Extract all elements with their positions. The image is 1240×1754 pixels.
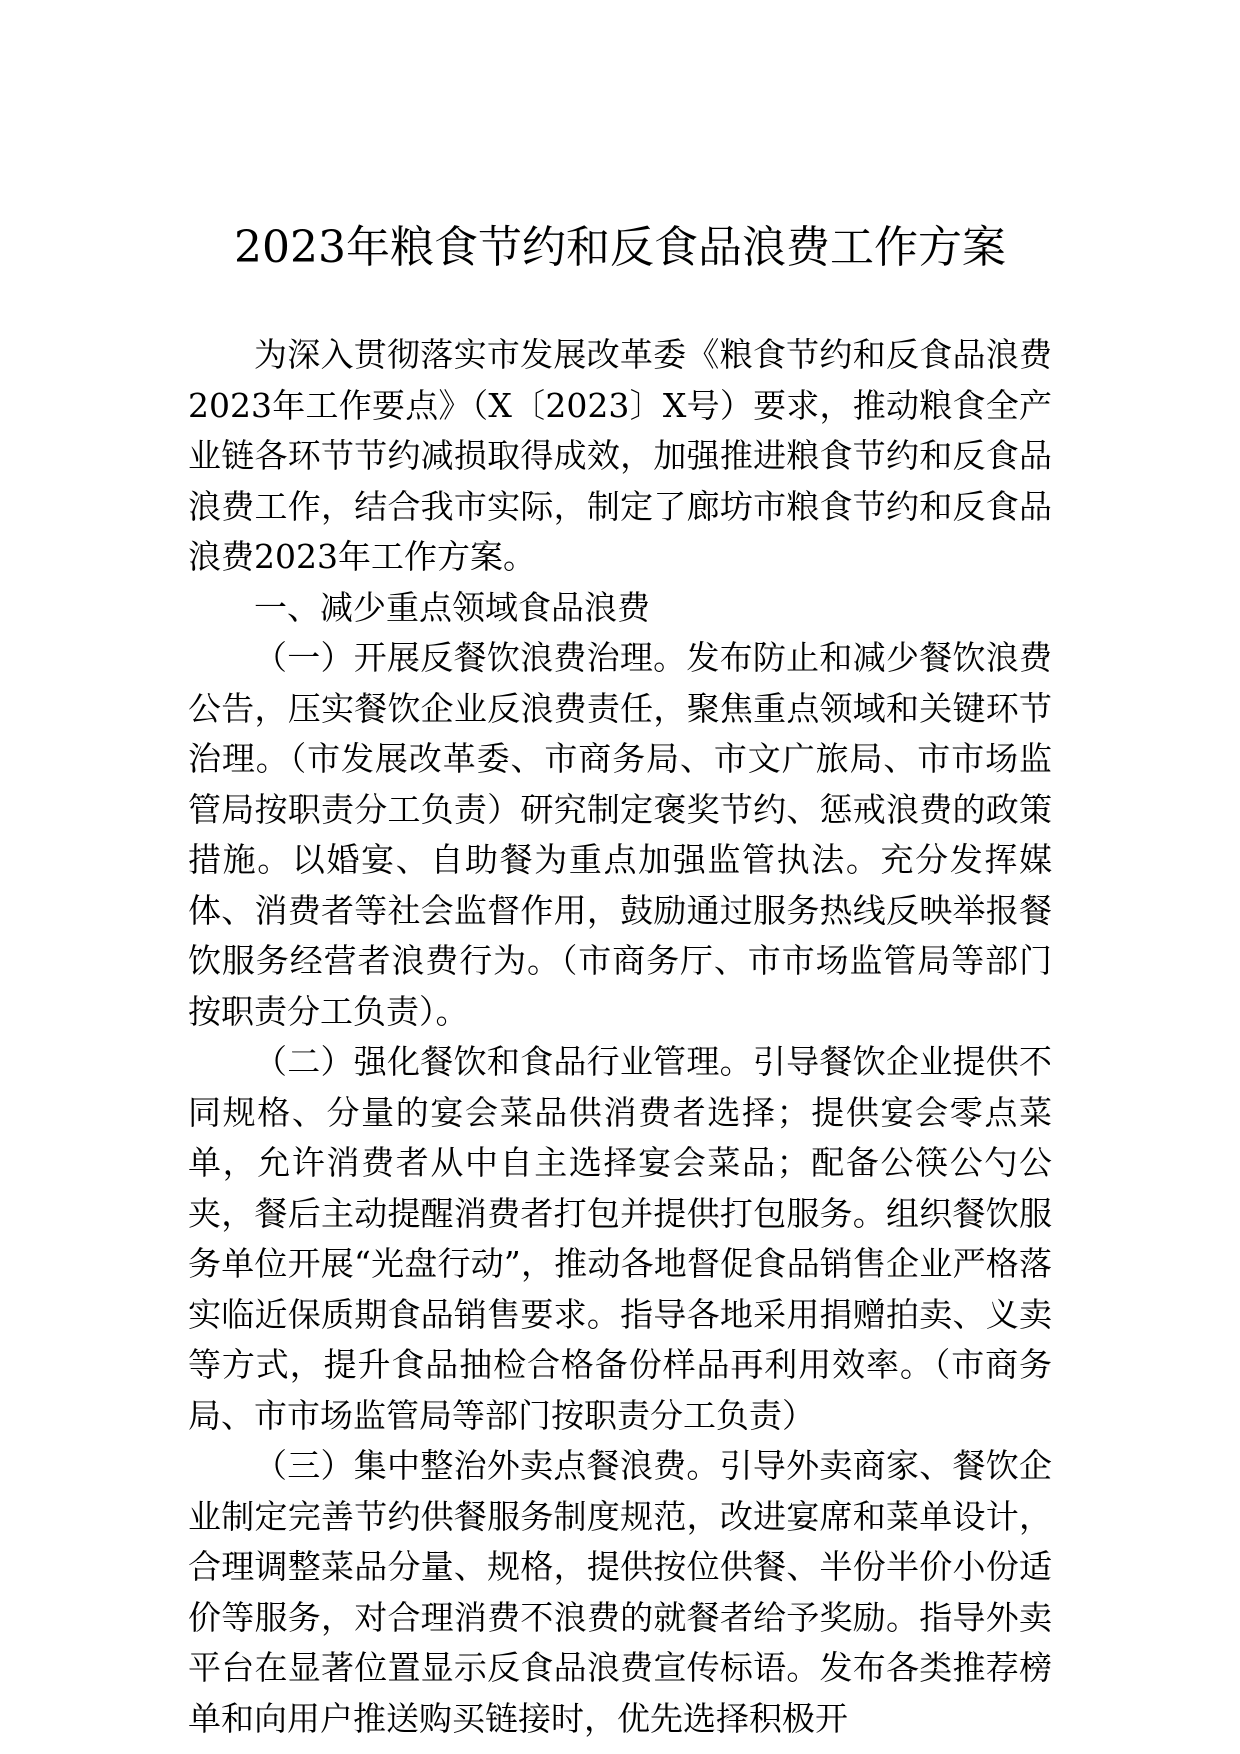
section-heading-1: 一、减少重点领域食品浪费 (254, 587, 650, 627)
paragraph-1: （一）开展反餐饮浪费治理。发布防止和减少餐饮浪费公告，压实餐饮企业反浪费责任，聚焦重点领域和关键环节治理。（市发展改革委、市商务局、市文广旅局、市市场监管局按职责分工负责）研究制定褒奖节约、惩戒浪费的政策措施。以婚宴、自助餐为重点加强监管执法。充分发挥媒体、消费者等社会监督作用，鼓励通过服务热线反映举报餐饮服务经营者浪费行为。（市商务厅、市市场监管局等部门按职责分工负责）。 (188, 638, 1052, 1031)
document-title: 2023年粮食节约和反食品浪费工作方案 (234, 222, 1006, 273)
intro-paragraph: 为深入贯彻落实市发展改革委《粮食节约和反食品浪费2023年工作要点》（X〔2023〕X号）要求，推动粮食全产业链各环节节约减损取得成效，加强推进粮食节约和反食品浪费工作，结合我市实际，制定了廊坊市粮食节约和反食品浪费2023年工作方案。 (188, 335, 1052, 576)
paragraph-2: （二）强化餐饮和食品行业管理。引导餐饮企业提供不同规格、分量的宴会菜品供消费者选择；提供宴会零点菜单，允许消费者从中自主选择宴会菜品；配备公筷公勺公夹，餐后主动提醒消费者打包并提供打包服务。组织餐饮服务单位开展“光盘行动”，推动各地督促食品销售企业严格落实临近保质期食品销售要求。指导各地采用捐赠拍卖、义卖等方式，提升食品抽检合格备份样品再利用效率。（市商务局、市市场监管局等部门按职责分工负责） (188, 1042, 1052, 1435)
paragraph-3: （三）集中整治外卖点餐浪费。引导外卖商家、餐饮企业制定完善节约供餐服务制度规范，改进宴席和菜单设计，合理调整菜品分量、规格，提供按位供餐、半份半价小份适价等服务，对合理消费不浪费的就餐者给予奖励。指导外卖平台在显著位置显示反食品浪费宣传标语。发布各类推荐榜单和向用户推送购买链接时，优先选择积极开 (188, 1446, 1052, 1738)
document-body (188, 330, 1052, 1744)
